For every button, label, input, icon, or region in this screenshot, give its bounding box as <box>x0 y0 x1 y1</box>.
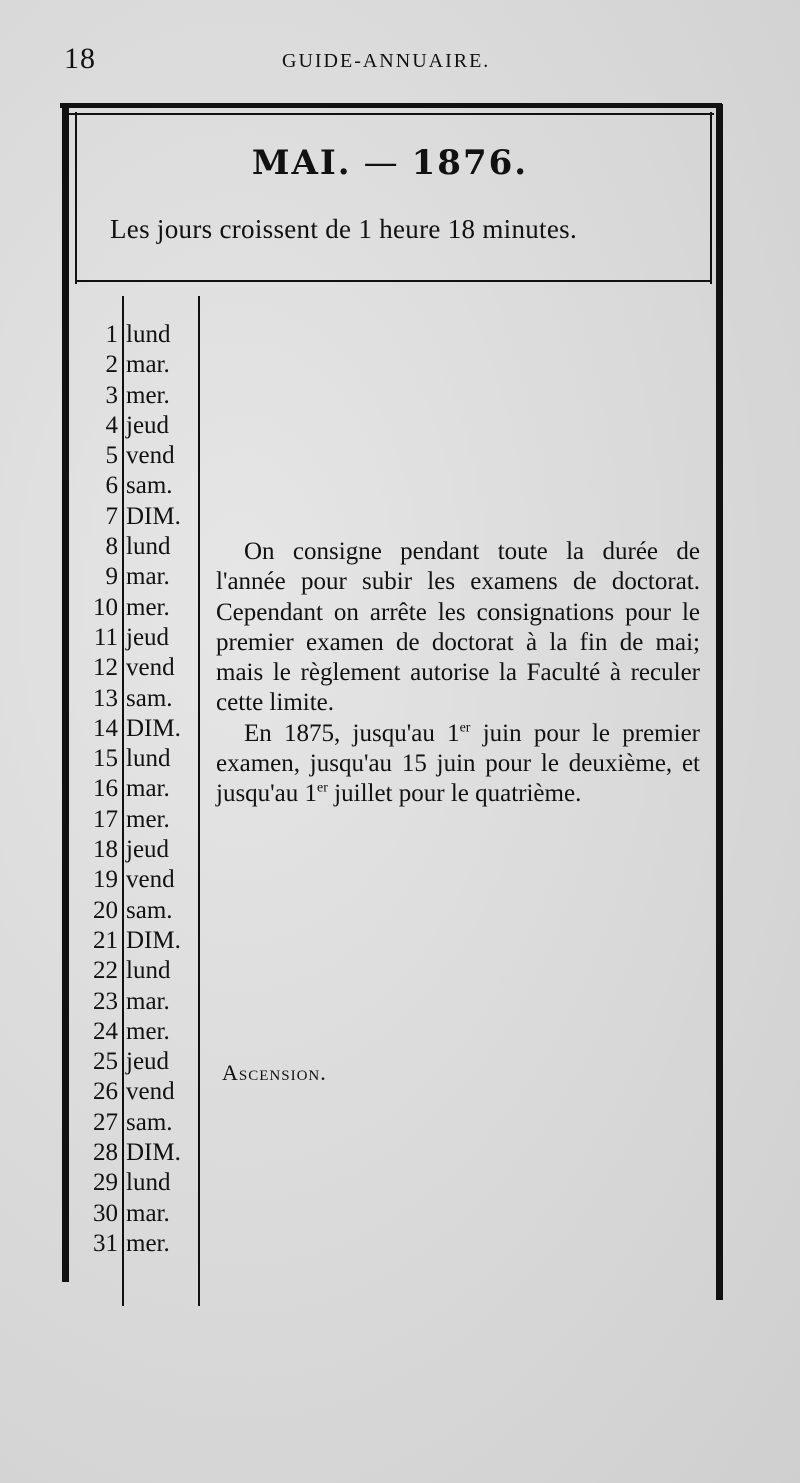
day-row <box>76 744 200 774</box>
year: 1876. <box>411 143 529 183</box>
day-row <box>76 1077 200 1107</box>
frame-right-rule <box>716 104 723 1300</box>
day-name: mer. <box>126 1017 170 1045</box>
day-number: 19 <box>93 866 118 894</box>
day-number: 28 <box>93 1139 118 1167</box>
frame-top-rule <box>60 103 722 108</box>
frame-left-rule <box>62 104 69 1282</box>
day-name: mer. <box>126 381 170 409</box>
day-name: sam. <box>126 1108 173 1136</box>
notes-paragraph-2-part-b: juin pour le premier examen, jusqu'au 15 juin pour le deuxième, et jusqu'au 1 <box>216 719 700 808</box>
day-row <box>76 350 200 380</box>
frame-right-inner-rule <box>710 112 712 284</box>
day-name: mer. <box>126 805 170 833</box>
day-name: vend <box>126 1078 175 1106</box>
day-name: lund <box>126 321 171 348</box>
day-name: sam. <box>126 472 173 500</box>
day-row <box>76 532 200 562</box>
day-row <box>76 956 200 986</box>
day-number: 3 <box>105 381 118 409</box>
day-name: mar. <box>126 351 170 379</box>
day-number: 16 <box>93 775 118 803</box>
ordinal-suffix: er <box>459 720 471 736</box>
day-number: 10 <box>93 593 118 621</box>
day-number: 27 <box>93 1108 118 1136</box>
day-row <box>76 805 200 835</box>
day-name: jeud <box>126 623 170 651</box>
day-name: mer. <box>126 1229 170 1257</box>
day-name: mar. <box>126 775 170 803</box>
day-number: 26 <box>93 1078 118 1106</box>
title-dash: — <box>363 143 400 183</box>
day-row <box>76 471 200 501</box>
day-name: vend <box>126 442 175 470</box>
day-row <box>76 411 200 441</box>
day-row <box>76 502 200 532</box>
day-row <box>76 1138 200 1168</box>
day-row <box>76 1229 200 1259</box>
day-number: 6 <box>105 472 118 500</box>
day-number: 18 <box>93 836 118 864</box>
day-row <box>76 684 200 714</box>
day-name: DIM. <box>126 714 181 742</box>
notes-paragraph-2 <box>216 719 700 810</box>
notes-paragraph-2-part-c: juillet pour le quatrième. <box>327 780 582 808</box>
day-row <box>76 896 200 926</box>
month-name: MAI <box>251 143 338 183</box>
day-name: vend <box>126 866 175 894</box>
day-name: jeud <box>126 1048 170 1076</box>
notes-paragraph-2-part-a: En 1875, jusqu'au 1 <box>244 719 460 747</box>
day-number: 17 <box>93 805 118 833</box>
day-row <box>76 865 200 895</box>
day-name: jeud <box>126 836 170 864</box>
day-number: 21 <box>93 926 118 954</box>
day-number: 4 <box>105 411 118 439</box>
day-number: 2 <box>105 351 118 379</box>
day-name: sam. <box>126 896 173 924</box>
day-name: mar. <box>126 1199 170 1227</box>
day-row <box>76 1168 200 1198</box>
day-number: 14 <box>93 714 118 742</box>
day-number: 15 <box>93 745 118 773</box>
day-number: 31 <box>93 1229 118 1257</box>
day-row <box>76 987 200 1017</box>
day-number: 23 <box>93 987 118 1015</box>
day-name: lund <box>126 745 171 773</box>
day-name: DIM. <box>126 502 181 530</box>
day-row <box>76 653 200 683</box>
day-row <box>76 1199 200 1229</box>
month-title: MAI. — 1876. <box>251 143 529 183</box>
day-number: 25 <box>93 1048 118 1076</box>
header-divider <box>75 280 711 282</box>
day-number: 11 <box>93 623 118 651</box>
ordinal-suffix: er <box>317 781 328 797</box>
day-name: mar. <box>126 987 170 1015</box>
day-name: lund <box>126 533 171 561</box>
day-number: 7 <box>105 502 118 530</box>
day-name: vend <box>126 654 175 682</box>
day-row <box>76 623 200 653</box>
day-number: 24 <box>93 1017 118 1045</box>
day-number: 12 <box>93 654 118 682</box>
day-row <box>76 441 200 471</box>
day-name: jeud <box>126 411 170 439</box>
day-number: 20 <box>93 896 118 924</box>
day-number: 9 <box>105 563 118 591</box>
day-number: 30 <box>93 1199 118 1227</box>
day-row <box>76 1047 200 1077</box>
day-name: lund <box>126 1169 171 1197</box>
day-row <box>76 381 200 411</box>
day-row <box>76 926 200 956</box>
day-name: mer. <box>126 593 170 621</box>
page-number: 18 <box>64 42 96 75</box>
day-number: 1 <box>105 321 118 348</box>
day-number: 5 <box>105 442 118 470</box>
day-number: 29 <box>93 1169 118 1197</box>
day-row <box>76 562 200 592</box>
day-row <box>76 774 200 804</box>
day-name: DIM. <box>126 1139 181 1167</box>
day-number: 22 <box>93 957 118 985</box>
day-name: DIM. <box>126 926 181 954</box>
day-name: sam. <box>126 684 173 712</box>
day-list <box>76 320 200 1259</box>
day-row <box>76 593 200 623</box>
notes <box>216 537 700 810</box>
feast-ascension: Ascension. <box>222 1060 327 1085</box>
frame-top-inner-rule <box>68 113 714 115</box>
running-head: GUIDE-ANNUAIRE. <box>282 50 491 72</box>
day-row <box>76 320 200 350</box>
day-row <box>76 835 200 865</box>
day-number: 13 <box>93 684 118 712</box>
day-name: mar. <box>126 563 170 591</box>
day-row <box>76 1017 200 1047</box>
frame-left-inner-rule <box>75 112 77 284</box>
day-number: 8 <box>105 533 118 561</box>
day-row <box>76 1108 200 1138</box>
day-name: lund <box>126 957 171 985</box>
notes-paragraph-1: On consigne pendant toute la durée de l'année pour subir les examens de doctorat. Cependant on arrête les consignations pour le premier examen de doctorat à la fin de mai; mais le règlement autorise la Faculté à reculer cette limite. <box>216 538 700 717</box>
day-row <box>76 714 200 744</box>
daylight-note: Les jours croissent de 1 heure 18 minutes. <box>110 214 577 244</box>
